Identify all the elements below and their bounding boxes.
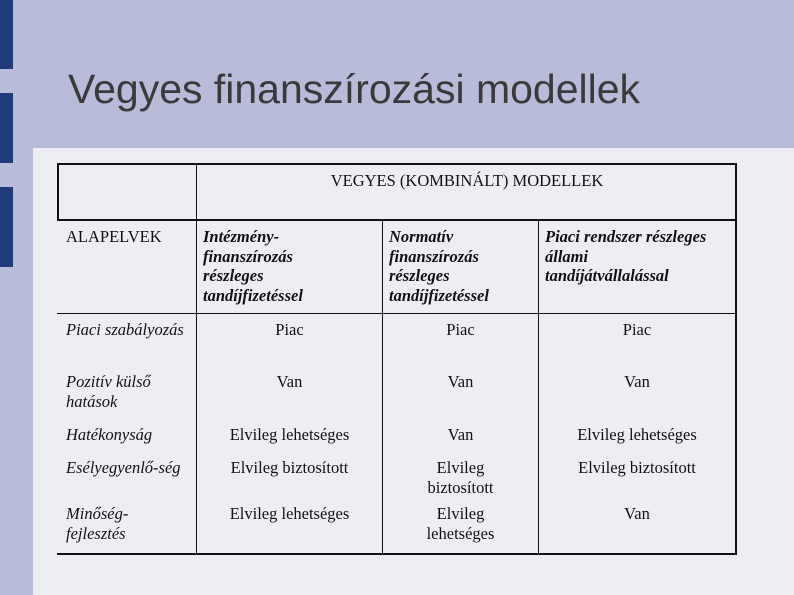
table-cell: Elvileg biztosított	[578, 458, 696, 477]
side-bar-accent-top	[0, 0, 13, 69]
table-cell: Van	[624, 372, 650, 391]
column-header-2: Normatív finanszírozás részleges tandíjfizetéssel	[389, 227, 489, 305]
row-label-hatekonysag: Hatékonyság	[66, 425, 153, 444]
table-cell: Elvileg biztosított	[427, 458, 494, 497]
models-table	[57, 163, 737, 555]
table-border-left	[57, 163, 59, 221]
column-header-1: Intézmény-finanszírozás részleges tandíjfizetéssel	[203, 227, 303, 305]
table-cell: Elvileg lehetséges	[426, 504, 495, 543]
table-border-top	[57, 163, 737, 165]
table-cell: Elvileg lehetséges	[229, 425, 350, 444]
header-divider	[57, 219, 737, 221]
column-header-3: Piaci rendszer részleges állami tandíjátvállalással	[545, 227, 707, 285]
table-cell: Van	[447, 425, 474, 444]
side-bar-accent-middle	[0, 93, 13, 163]
table-cell: Elvileg lehetséges	[577, 425, 697, 444]
column-divider-1	[196, 163, 197, 555]
row-label-piaci-szabalyozas: Piaci szabályozás	[66, 320, 184, 339]
table-border-bottom	[57, 553, 737, 555]
table-cell: Van	[624, 504, 650, 523]
table-cell: Elvileg biztosított	[230, 458, 349, 477]
row-label-eselyegyenloseg: Esélyegyenlő-ség	[66, 458, 181, 477]
side-bar-accent-bottom	[0, 187, 13, 267]
header-bottom-rule	[57, 313, 737, 314]
corner-header: ALAPELVEK	[66, 227, 162, 246]
table-cell: Piac	[275, 320, 304, 339]
table-cell: Van	[447, 372, 474, 391]
table-border-right	[735, 163, 737, 555]
slide-title: Vegyes finanszírozási modellek	[68, 66, 641, 112]
row-label-minosegfejlesztes: Minőség-fejlesztés	[66, 504, 129, 543]
group-header: VEGYES (KOMBINÁLT) MODELLEK	[330, 171, 604, 190]
row-label-pozitiv-kulso-hatasok: Pozitív külső hatások	[66, 372, 151, 411]
table-cell: Piac	[622, 320, 652, 339]
table-cell: Elvileg lehetséges	[229, 504, 350, 523]
table-cell: Piac	[446, 320, 475, 339]
table-cell: Van	[276, 372, 303, 391]
